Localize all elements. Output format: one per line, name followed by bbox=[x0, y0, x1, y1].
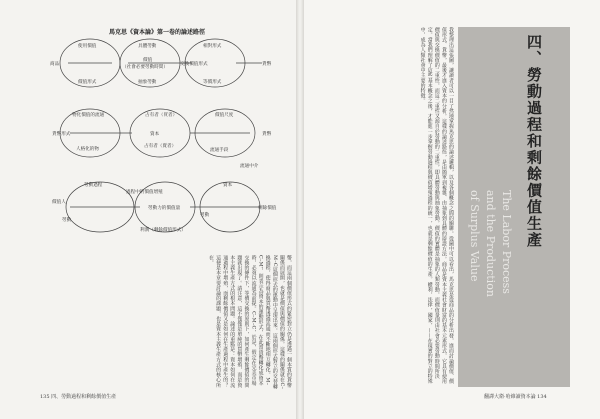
chapter-title-english bbox=[466, 190, 514, 297]
book-gutter bbox=[296, 0, 304, 419]
chapter-en-line-2: and the Production bbox=[484, 190, 497, 297]
label-labor-left: 勞動 bbox=[62, 218, 72, 223]
chapter-title: 四、勞動過程和剩餘價值生產 bbox=[525, 34, 543, 249]
label-valorization: 過程中的價值增殖 bbox=[126, 190, 163, 195]
label-circulation: 物化價值的流通 bbox=[72, 113, 105, 118]
label-relative-form: 相對形式 bbox=[203, 44, 222, 49]
right-page-footer: 翻譯大衛·哈維讀資本論 134 bbox=[484, 394, 547, 400]
label-profit: 利潤（剩餘價值形式） bbox=[140, 228, 186, 233]
label-money-1: 貨幣 bbox=[262, 62, 272, 67]
label-personified: 人格化的物 bbox=[76, 147, 99, 152]
label-snlt: （社會必要勞動時間） bbox=[122, 65, 168, 70]
label-value: 價值 bbox=[143, 58, 153, 63]
right-body-text: 我整理出這張圖，讓讀者可以一目了然地掌握馬克思的論述邏輯，以及各個概念之間的關聯。從圖中可以看出，馬克思是從商品的分析出發，進而討論價值、價值形式、貨幣，最後才進入資本的分析。這樣的論述路徑，是由簡單到複雜、由抽象到具體的辯證方法。商品是資本主義社會財富的基本元素形式，它具有使用價值與交換價值的二重性，而這二重性又源自於勞動的二重性，即具體勞動與抽象勞動。價值的實體是抽象的人類勞動，而價值量則由社會必要勞動時間所決定。當我們理解了這些基本概念之後，才能進一步掌握勞動過程與價值增殖過程的統一，也就是剩餘價值的生產。權利，法律，國家，——在現實的對立的特殊中，成為人類社會中主要的特徵。 bbox=[419, 27, 454, 384]
label-owner-buyer: 占有者（買者） bbox=[145, 113, 178, 118]
label-capital-2: 資本 bbox=[150, 132, 160, 137]
label-means-circulation: 流通手段 bbox=[210, 148, 229, 153]
label-measure: 價值尺度 bbox=[215, 113, 234, 118]
label-surplus-value: 剩餘價值 bbox=[258, 206, 277, 211]
label-commodity: 商品 bbox=[50, 62, 60, 67]
left-body-text: 幣，而這兩個價值形式的緊密對立仍是透過一個本質的貨幣關係而展開，也就是價值與價值的關係。這樣的關係就在C–M–C這個形式的運動中呈現出來，這兩個形式對立的交替轉換過程，使得商品與貨幣透過流通而不斷地相互轉化。M–C–M'，則表示為資本的運動形式，在此當貨幣轉化成資本時，必須以流通為前提。C–M–C，於是，假定在完美市場交換的條件下，等價交換的原則下，如何產生剩餘價值的問題就出現了。請注意，這不僅僅是單純的貨幣增殖，而是資本主義生產方式的根本問題。論述的重點是：資本如何在流通過程中增殖，而剩餘價值又是如何在生產過程中產生的？這便是本章要討論的課題，也是資本主義生產方式的核心所在。 bbox=[207, 255, 292, 390]
label-labor-power: 勞動力的價值量 bbox=[148, 206, 181, 211]
label-value-person: 價值人 bbox=[52, 200, 66, 205]
label-owner-seller: 占有者（賣者） bbox=[144, 144, 177, 149]
label-intermediary: 流通中介 bbox=[240, 164, 259, 169]
figure-title: 馬克思《資本論》第一卷的論述路徑 bbox=[108, 29, 205, 36]
chapter-en-line-3: of Surplus Value bbox=[468, 190, 481, 282]
label-exchange-form: 交換價值形式 bbox=[180, 62, 208, 67]
left-page-footer: 135 四、勞動過程和剩餘價值生產 bbox=[40, 394, 117, 400]
label-labor-3: 勞動 bbox=[200, 213, 210, 218]
concept-diagram bbox=[40, 35, 285, 245]
label-money-2: 貨幣 bbox=[262, 132, 272, 137]
label-abstract-labor: 抽象勞動 bbox=[138, 80, 157, 85]
label-value-form: 價值形式 bbox=[78, 80, 97, 85]
label-money-form: 貨幣形式 bbox=[52, 132, 71, 137]
label-concrete-labor: 具體勞動 bbox=[138, 44, 157, 49]
label-equiv-form: 等價形式 bbox=[203, 80, 222, 85]
label-labor-process: 勞動過程 bbox=[84, 183, 103, 188]
label-use-value: 使用價值 bbox=[78, 44, 97, 49]
label-capital-3: 資本 bbox=[223, 183, 233, 188]
chapter-en-line-1: The Labor Process bbox=[500, 190, 513, 294]
